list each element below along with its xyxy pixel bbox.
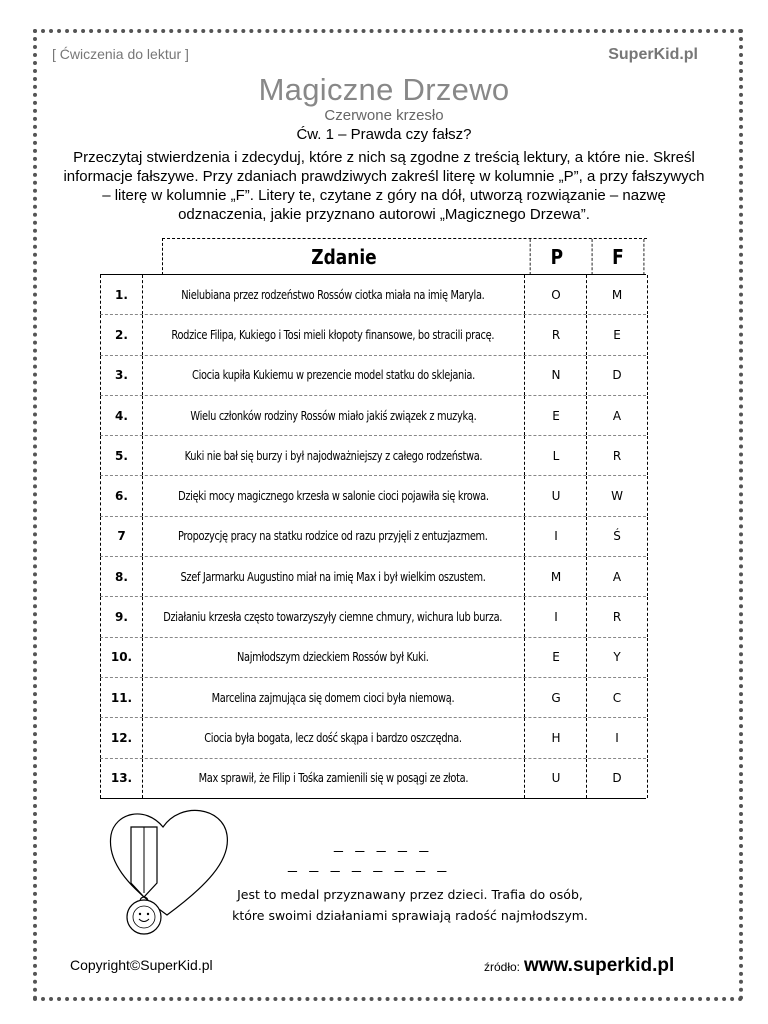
row-statement: [142, 436, 524, 475]
row-statement-text: Szef Jarmarku Augustino miał na imię Max i był wielkim oszustem.: [180, 569, 486, 584]
row-statement-text: Propozycję pracy na statku rodzice od razu przyjęli z entuzjazmem.: [178, 529, 488, 544]
row-statement-text: Kuki nie bał się burzy i był najodważniejszy z całego rodzeństwa.: [184, 448, 482, 463]
row-letter-f[interactable]: C: [586, 678, 648, 717]
answer-blanks-line2: _ _ _ _ _ _ _ _: [288, 856, 451, 873]
table-row: [100, 557, 646, 597]
row-statement-text: Rodzice Filipa, Kukiego i Tosi mieli kłopoty finansowe, bo stracili pracę.: [171, 327, 495, 342]
row-letter-f[interactable]: A: [586, 557, 648, 596]
row-letter-p[interactable]: L: [524, 436, 587, 475]
table-row: [100, 275, 646, 315]
row-number: 4.: [100, 396, 143, 435]
row-number: 6.: [100, 476, 143, 515]
row-statement: [142, 597, 524, 636]
answer-blanks-line1: _ _ _ _ _: [334, 836, 433, 853]
row-letter-f[interactable]: W: [586, 476, 648, 515]
page-subtitle: Czerwone krzesło: [324, 107, 444, 124]
row-statement-text: Działaniu krzesła często towarzyszyły ciemne chmury, wichura lub burza.: [163, 610, 503, 625]
table-row: [100, 396, 646, 436]
row-letter-f[interactable]: Ś: [586, 517, 648, 556]
row-statement: [142, 396, 524, 435]
category-label: [ Ćwiczenia do lektur ]: [52, 46, 189, 62]
row-statement: [142, 275, 524, 314]
row-statement: [142, 557, 524, 596]
instructions: Przeczytaj stwierdzenia i zdecyduj, które z nich są zgodne z treścią lektury, a które nie. Skreśl informacje fałszywe. Przy zdaniach prawdziwych zakreśl literę w kolumnie „P”, a przy fałszywych – literę w kolumnie „F”. Litery te, czytane z góry na dół, utworzą rozwiązanie – nazwę odznaczenia, jakie przyznano autorowi „Magicznego Drzewa”.: [63, 149, 705, 223]
hint-line-2: które swoimi działaniami sprawiają radość najmłodszym.: [232, 908, 588, 923]
row-statement-text: Wielu członków rodziny Rossów miało jakiś związek z muzyką.: [189, 408, 477, 423]
row-statement: [142, 315, 524, 354]
table-row: [100, 476, 646, 516]
row-statement-text: Najmłodszym dzieckiem Rossów był Kuki.: [237, 650, 429, 665]
row-letter-p[interactable]: I: [524, 517, 587, 556]
row-letter-f[interactable]: A: [586, 396, 648, 435]
source: [484, 955, 674, 977]
row-statement: [142, 678, 524, 717]
row-statement-text: Marcelina zajmująca się domem cioci była niemową.: [211, 690, 455, 705]
row-letter-p[interactable]: E: [524, 396, 587, 435]
row-statement-text: Nielubiana przez rodzeństwo Rossów ciotka miała na imię Maryla.: [181, 287, 485, 302]
answer-hint: [210, 884, 610, 926]
table-row: [100, 436, 646, 476]
row-letter-p[interactable]: H: [524, 718, 587, 757]
brand-label: SuperKid.pl: [608, 46, 698, 63]
row-letter-f[interactable]: R: [586, 597, 648, 636]
row-number: 5.: [100, 436, 143, 475]
row-letter-p[interactable]: U: [524, 759, 587, 798]
table-body: [100, 274, 646, 799]
table-row: [100, 718, 646, 758]
source-label: źródło:: [484, 960, 521, 974]
exercise-title: Ćw. 1 – Prawda czy fałsz?: [296, 126, 472, 143]
row-number: 1.: [100, 275, 143, 314]
row-statement: [142, 718, 524, 757]
header-f: F: [592, 239, 645, 275]
row-letter-f[interactable]: I: [586, 718, 648, 757]
row-letter-f[interactable]: Y: [586, 638, 648, 677]
row-letter-p[interactable]: G: [524, 678, 587, 717]
row-statement: [142, 638, 524, 677]
row-statement: [142, 517, 524, 556]
table-row: [100, 759, 646, 798]
row-statement: [142, 356, 524, 395]
row-number: 8.: [100, 557, 143, 596]
table-row: [100, 517, 646, 557]
row-number: 3.: [100, 356, 143, 395]
row-letter-p[interactable]: E: [524, 638, 587, 677]
row-letter-f[interactable]: D: [586, 759, 648, 798]
row-letter-f[interactable]: D: [586, 356, 648, 395]
row-letter-f[interactable]: R: [586, 436, 648, 475]
table-header: [162, 238, 647, 275]
table-row: [100, 678, 646, 718]
row-number: 10.: [100, 638, 143, 677]
table-row: [100, 638, 646, 678]
row-number: 13.: [100, 759, 143, 798]
row-statement: [142, 476, 524, 515]
table-row: [100, 597, 646, 637]
table-row: [100, 315, 646, 355]
row-letter-p[interactable]: O: [524, 275, 587, 314]
hint-line-1: Jest to medal przyznawany przez dzieci. Trafia do osób,: [237, 887, 583, 902]
row-letter-p[interactable]: R: [524, 315, 587, 354]
table-row: [100, 356, 646, 396]
header-p: P: [530, 239, 584, 275]
row-letter-f[interactable]: E: [586, 315, 648, 354]
row-statement-text: Ciocia była bogata, lecz dość skąpa i bardzo oszczędna.: [204, 730, 462, 745]
row-letter-f[interactable]: M: [586, 275, 648, 314]
page-title: Magiczne Drzewo: [258, 72, 510, 107]
row-letter-p[interactable]: M: [524, 557, 587, 596]
row-number: 9.: [100, 597, 143, 636]
source-url[interactable]: www.superkid.pl: [524, 955, 675, 976]
row-number: 7: [100, 517, 143, 556]
row-statement: [142, 759, 524, 798]
row-statement-text: Dzięki mocy magicznego krzesła w salonie cioci pojawiła się krowa.: [177, 489, 489, 504]
row-letter-p[interactable]: N: [524, 356, 587, 395]
copyright: Copyright©SuperKid.pl: [70, 957, 213, 973]
row-statement-text: Ciocia kupiła Kukiemu w prezencie model statku do sklejania.: [191, 368, 475, 383]
row-number: 12.: [100, 718, 143, 757]
row-letter-p[interactable]: I: [524, 597, 587, 636]
row-letter-p[interactable]: U: [524, 476, 587, 515]
row-number: 2.: [100, 315, 143, 354]
row-statement-text: Max sprawił, że Filip i Tośka zamienili się w posągi ze złota.: [198, 771, 468, 786]
header-zdanie: Zdanie: [311, 245, 377, 269]
row-number: 11.: [100, 678, 143, 717]
